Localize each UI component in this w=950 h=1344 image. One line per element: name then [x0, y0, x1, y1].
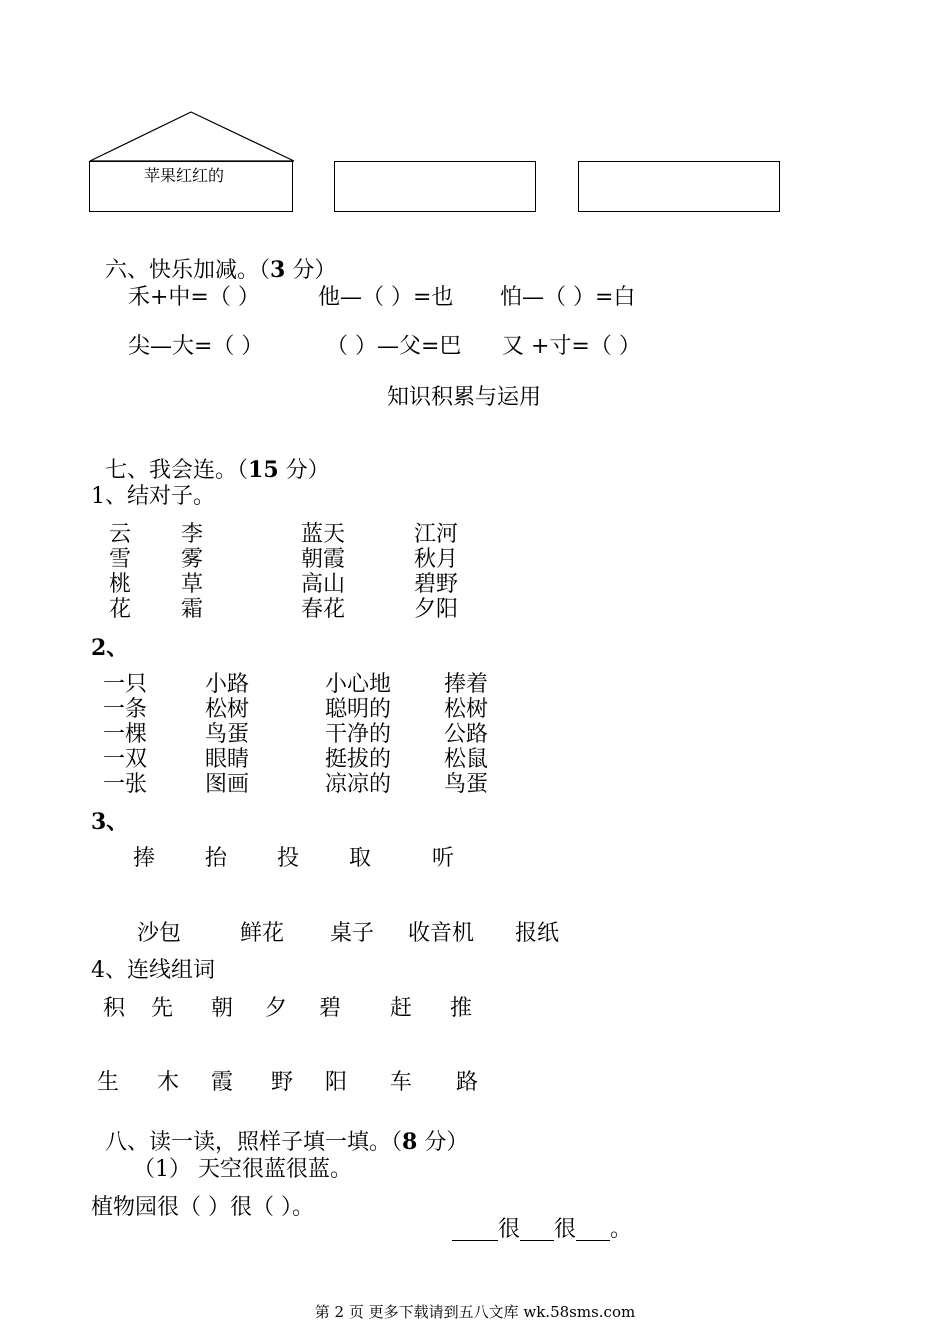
- section8-title: 八、读一读，照样子填一填。（8 分）: [105, 1129, 469, 1155]
- q4-top-6: 推: [450, 996, 473, 1021]
- house-roof: [88, 110, 296, 164]
- section6-row1-a: 禾+中=（ ）: [128, 285, 260, 310]
- section6-row1-c: 怕—（ ）=白: [500, 285, 636, 310]
- q1-col3-0: 蓝天: [301, 522, 346, 547]
- q1-col4-2: 碧野: [414, 572, 459, 597]
- q4-bottom-2: 霞: [211, 1070, 234, 1095]
- section6-row2-a: 尖—大=（ ）: [128, 334, 264, 359]
- q2-col2-4: 图画: [205, 772, 250, 797]
- q4-bottom-1: 木: [157, 1070, 180, 1095]
- q2-col4-4: 鸟蛋: [444, 772, 489, 797]
- q4-bottom-3: 野: [271, 1070, 294, 1095]
- q3-bottom-3: 收音机: [408, 921, 475, 946]
- q1-col1-0: 云: [109, 522, 132, 547]
- q2-col2-3: 眼睛: [205, 747, 250, 772]
- section6-row2-b: （ ）—父=巴: [326, 334, 462, 359]
- q1-col2-1: 雾: [181, 547, 204, 572]
- section6-row1-b: 他—（ ）=也: [318, 285, 454, 310]
- q2-col2-2: 鸟蛋: [205, 722, 250, 747]
- q1-col4-0: 江河: [414, 522, 459, 547]
- q4-bottom-0: 生: [97, 1070, 120, 1095]
- house-label: 苹果红红的: [144, 166, 225, 185]
- q2-col1-4: 一张: [103, 772, 148, 797]
- fill-blank-1[interactable]: [452, 1220, 498, 1241]
- section8-fill-a: 植物园很（ ）很（ ）。: [91, 1195, 314, 1220]
- q2-col4-3: 松鼠: [444, 747, 489, 772]
- page-footer: 第 2 页 更多下载请到五八文库 wk.58sms.com: [314, 1303, 636, 1321]
- q1-col1-2: 桃: [109, 572, 132, 597]
- section6-row2-c: 又 +寸=（ ）: [502, 334, 641, 359]
- q4-bottom-6: 路: [456, 1070, 479, 1095]
- q2-col2-0: 小路: [205, 672, 250, 697]
- q1-col1-3: 花: [109, 597, 132, 622]
- q1-col4-1: 秋月: [414, 547, 459, 572]
- q1-col3-2: 高山: [301, 572, 346, 597]
- q1-col3-1: 朝霞: [301, 547, 346, 572]
- q3-label: 3、: [91, 809, 129, 835]
- q3-bottom-2: 桌子: [330, 921, 375, 946]
- q1-col1-1: 雪: [109, 547, 132, 572]
- q3-bottom-1: 鲜花: [240, 921, 285, 946]
- section7-title: 七、我会连。（15 分）: [105, 457, 330, 483]
- q4-top-3: 夕: [265, 996, 288, 1021]
- section8-fill-b: 很 很 。: [438, 1197, 632, 1241]
- q2-label: 2、: [91, 635, 129, 661]
- q4-top-2: 朝: [211, 996, 234, 1021]
- q4-top-0: 积: [103, 996, 126, 1021]
- q4-label: 4、连线组词: [91, 958, 215, 983]
- q2-col3-2: 干净的: [325, 722, 392, 747]
- q2-col1-1: 一条: [103, 697, 148, 722]
- q2-col4-2: 公路: [444, 722, 489, 747]
- q2-col3-1: 聪明的: [325, 697, 392, 722]
- q4-top-4: 碧: [319, 996, 342, 1021]
- q1-label: 1、结对子。: [91, 484, 215, 509]
- q1-col2-0: 李: [181, 522, 204, 547]
- q2-col1-0: 一只: [103, 672, 148, 697]
- q2-col3-4: 凉凉的: [325, 772, 392, 797]
- q1-col3-3: 春花: [301, 597, 346, 622]
- q1-col2-2: 草: [181, 572, 204, 597]
- q3-bottom-0: 沙包: [137, 921, 182, 946]
- q2-col4-0: 捧着: [444, 672, 489, 697]
- q4-top-1: 先: [151, 996, 174, 1021]
- q1-col2-3: 霜: [181, 597, 204, 622]
- q3-top-1: 抬: [205, 846, 228, 871]
- q3-top-2: 投: [277, 846, 300, 871]
- fill-blank-3[interactable]: [576, 1220, 610, 1241]
- q2-col1-3: 一双: [103, 747, 148, 772]
- q2-col1-2: 一棵: [103, 722, 148, 747]
- q2-col2-1: 松树: [205, 697, 250, 722]
- q4-bottom-5: 车: [390, 1070, 413, 1095]
- q3-top-0: 捧: [133, 846, 156, 871]
- q2-col4-1: 松树: [444, 697, 489, 722]
- fill-blank-2[interactable]: [520, 1220, 554, 1241]
- section8-example: （1） 天空很蓝很蓝。: [133, 1157, 352, 1182]
- q3-top-4: 听: [432, 846, 455, 871]
- answer-box-1[interactable]: [334, 161, 536, 212]
- subtitle: 知识积累与运用: [387, 385, 542, 410]
- q3-top-3: 取: [349, 846, 372, 871]
- answer-box-2[interactable]: [578, 161, 780, 212]
- section6-title: 六、快乐加减。（3 分）: [105, 257, 337, 283]
- q3-bottom-4: 报纸: [515, 921, 560, 946]
- q2-col3-0: 小心地: [325, 672, 392, 697]
- house-box: [89, 161, 293, 212]
- q4-top-5: 赶: [390, 996, 413, 1021]
- q2-col3-3: 挺拔的: [325, 747, 392, 772]
- q1-col4-3: 夕阳: [414, 597, 459, 622]
- q4-bottom-4: 阳: [325, 1070, 348, 1095]
